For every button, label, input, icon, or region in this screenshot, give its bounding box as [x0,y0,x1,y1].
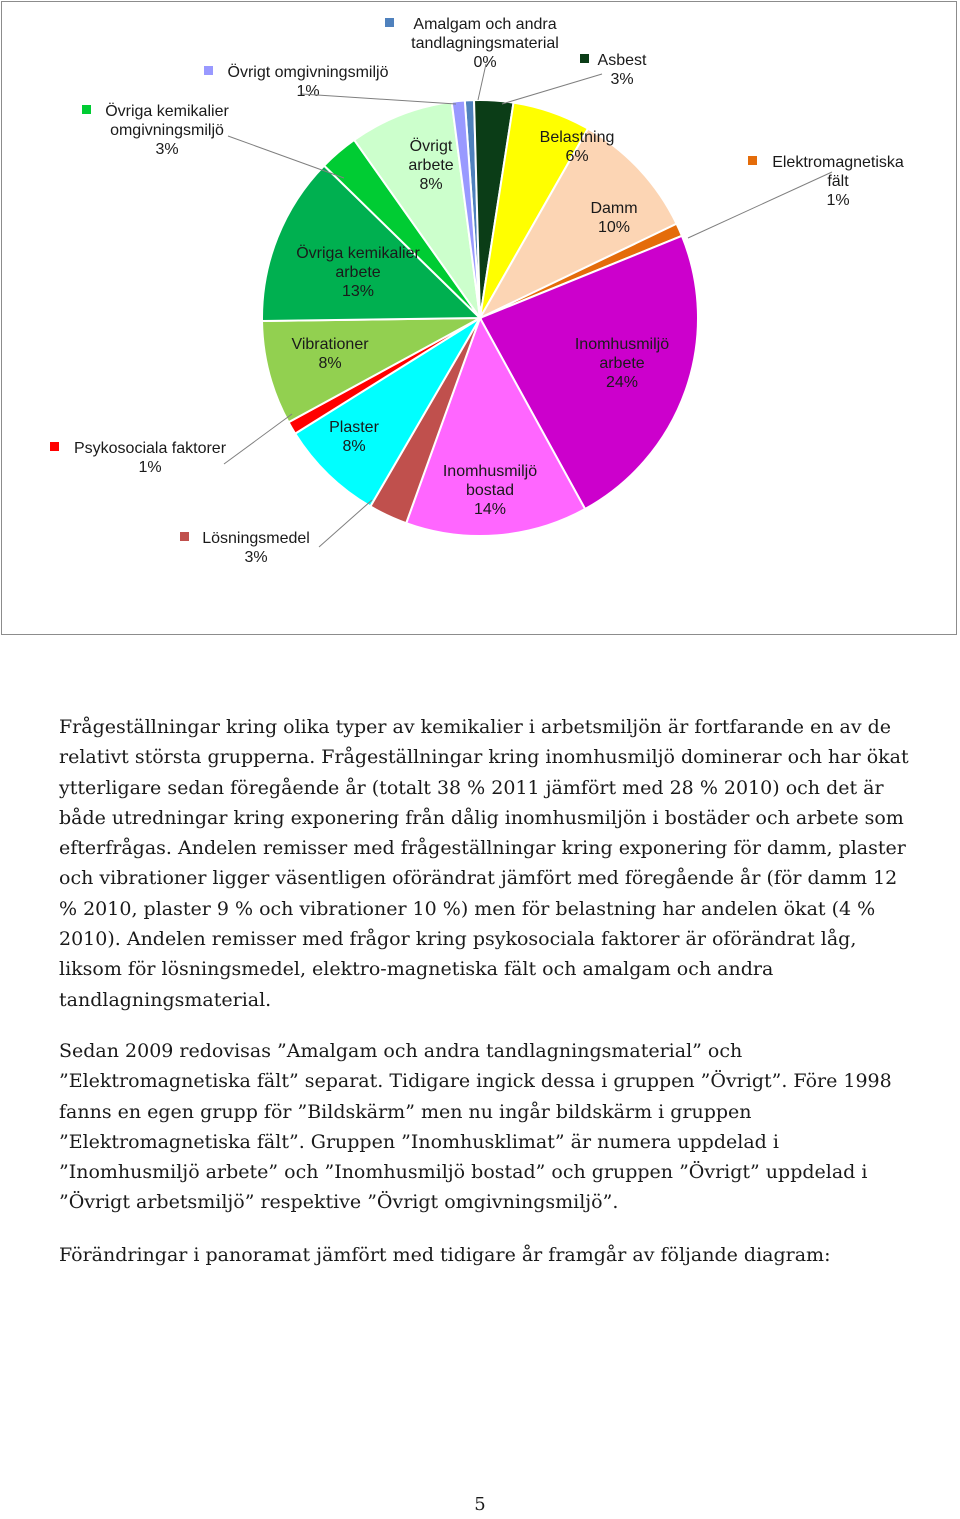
leader-line [224,414,292,464]
slice-label-line: Psykosociala faktorer [73,440,227,457]
legend-marker [82,105,91,114]
slice-label-line: 13% [341,283,375,300]
legend-marker [385,18,394,27]
slice-label-ovriga-kemikalier-omgivningsmiljo [82,102,229,158]
legend-marker [580,54,589,63]
slice-label-line: arbete [599,355,645,372]
slice-label-line: Amalgam och andra [413,16,557,33]
slice-label-asbest [580,52,647,88]
slice-label-line: 1% [138,459,162,476]
paragraph-1: Frågeställningar kring olika typer av kemikalier i arbetsmiljön är fortfarande en av de relativt största grupperna. Frågeställningar kring inomhusmiljö dominerar och har ökat ytterligare sedan föregående år (totalt 38 % 2011 jämfört med 28 % 2010) och det är både utredningar kring exponering från dålig inomhusmiljön i bostäder och arbete som efterfrågas. Andelen remisser med frågeställningar kring exponering för damm, plaster och vibrationer ligger väsentligen oförändrat jämfört med föregående år (för damm 12 % 2010, plaster 9 % och vibrationer 10 %) men för belastning har andelen ökat (4 % 2010). Andelen remisser med frågor kring psykosociala faktorer är oförändrat låg, liksom för lösningsmedel, elektro-magnetiska fält och amalgam och andra tandlagningsmaterial. [59,716,909,1011]
slice-label-line: Lösningsmedel [202,530,310,547]
slice-label-line: tandlagningsmaterial [411,35,559,52]
slice-label-elektromagnetiska-falt [748,154,904,209]
slice-label-line: Damm [590,200,638,217]
slice-label-line: 0% [473,54,497,71]
slice-label-losningsmedel [180,530,310,566]
slice-label-psykosociala-faktorer [50,440,227,476]
slice-label-line: Belastning [539,129,615,146]
slice-label-line: 8% [318,355,342,372]
slice-label-line: 3% [610,71,634,88]
slice-label-line: 8% [342,438,366,455]
slice-label-line: bostad [465,482,515,499]
slice-label-line: Vibrationer [291,336,369,353]
slice-label-line: arbete [335,264,381,281]
slice-label-amalgam-och-andra-tandlagningsmaterial [385,16,559,71]
slice-label-line: 1% [296,83,320,100]
slice-label-line: 1% [826,192,850,209]
pie-chart [2,2,958,636]
leader-line [319,500,372,547]
slice-label-ovrigt-omgivningsmiljo [204,63,389,100]
slice-label-line: 3% [155,141,179,158]
legend-marker [204,66,213,75]
slice-label-line: 14% [473,501,507,518]
page-number: 5 [474,1494,486,1515]
legend-marker [50,442,59,451]
slice-label-line: arbete [408,157,454,174]
legend-marker [180,532,189,541]
pie-chart-frame [1,1,957,635]
leader-line [688,172,832,238]
slice-label-line: Övriga kemikalier [296,245,420,262]
slice-label-line: 6% [565,148,589,165]
slice-label-line: omgivningsmiljö [110,122,224,139]
slice-label-line: Inomhusmiljö [574,336,670,353]
legend-marker [748,156,757,165]
slice-label-line: 8% [419,176,443,193]
slice-label-line: Övrigt [409,138,453,155]
leader-line [302,94,456,104]
slice-label-line: 10% [597,219,631,236]
slice-label-line: 3% [244,549,268,566]
slice-label-line: 24% [605,374,639,391]
leader-line [228,136,344,178]
slice-label-line: Elektromagnetiska [772,154,904,171]
slice-label-line: Övrigt omgivningsmiljö [227,64,389,81]
slice-label-line: Övriga kemikalier [105,103,229,120]
slice-label-line: Inomhusmiljö [442,463,538,480]
paragraph-3: Förändringar i panoramat jämfört med tidigare år framgår av följande diagram: [59,1244,831,1266]
slice-label-line: Plaster [329,419,379,436]
slice-label-line: fält [827,173,849,190]
paragraph-2: Sedan 2009 redovisas ”Amalgam och andra tandlagningsmaterial” och ”Elektromagnetiska fält” separat. Tidigare ingick dessa i gruppen ”Övrigt”. Före 1998 fanns en egen grupp för ”Bildskärm” men nu ingår bildskärm i gruppen ”Elektromagnetiska fält”. Gruppen ”Inomhusklimat” är numera uppdelad i ”Inomhusmiljö arbete” och ”Inomhusmiljö bostad” och gruppen ”Övrigt” uppdelad i ”Övrigt arbetsmiljö” respektive ”Övrigt omgivningsmiljö”. [59,1040,892,1214]
slice-label-line: Asbest [597,52,647,69]
leader-line [502,74,602,104]
